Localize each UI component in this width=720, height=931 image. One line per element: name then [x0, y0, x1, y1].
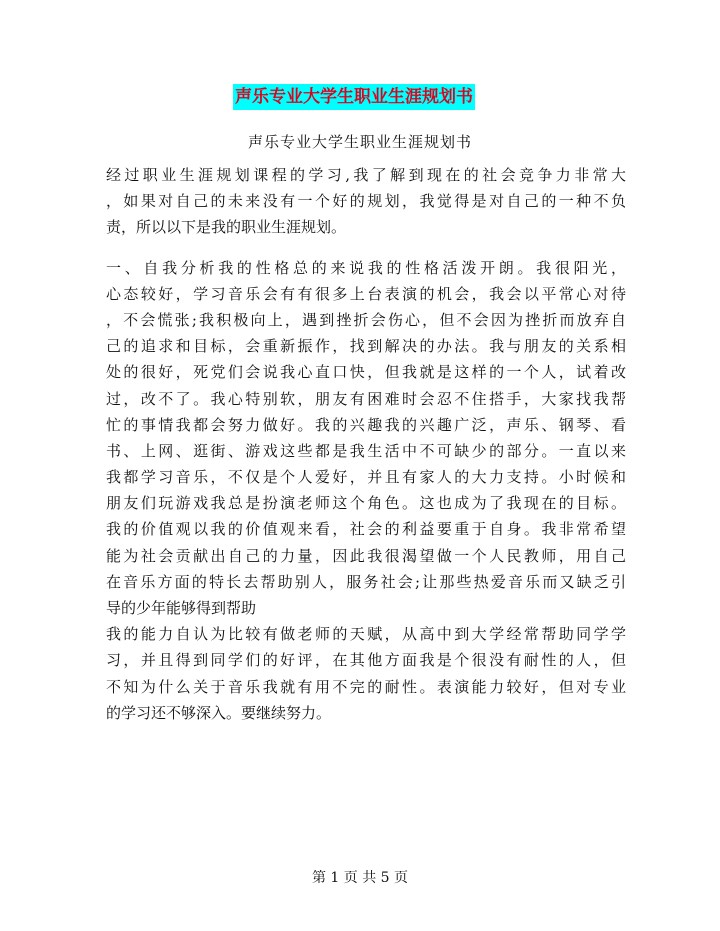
body-line: 不知为什么关于音乐我就有用不完的耐性。表演能力较好，但对专业: [106, 677, 626, 696]
paragraph-gap: [106, 241, 626, 255]
body-line: 在音乐方面的特长去帮助别人，服务社会;让那些热爱音乐而又缺乏引: [106, 572, 626, 591]
body-line: 心态较好，学习音乐会有有很多上台表演的机会，我会以平常心对待: [106, 284, 626, 303]
body-line: 处的很好，死党们会说我心直口快，但我就是这样的一个人，试着改: [106, 363, 626, 382]
body-line: ，不会慌张;我积极向上，遇到挫折会伤心，但不会因为挫折而放弃自: [106, 310, 626, 329]
body-line: ，如果对自己的未来没有一个好的规划，我觉得是对自己的一种不负: [106, 192, 626, 211]
body-line: 过，改不了。我心特别软，朋友有困难时会忍不住搭手，大家找我帮: [106, 389, 626, 408]
body-line: 能为社会贡献出自己的力量，因此我很渴望做一个人民教师，用自己: [106, 546, 626, 565]
body-line: 忙的事情我都会努力做好。我的兴趣我的兴趣广泛，声乐、钢琴、看: [106, 415, 626, 434]
body-line: 习，并且得到同学们的好评，在其他方面我是个很没有耐性的人，但: [106, 651, 626, 670]
body-text: [106, 162, 626, 726]
body-line: 己的追求和目标，会重新振作，找到解决的办法。我与朋友的关系相: [106, 337, 626, 356]
body-line: 我的价值观以我的价值观来看，社会的利益要重于自身。我非常希望: [106, 520, 626, 539]
body-line: 一、自我分析我的性格总的来说我的性格活泼开朗。我很阳光，: [106, 258, 626, 277]
document-title: 声乐专业大学生职业生涯规划书: [233, 84, 475, 110]
body-line: 书、上网、逛街、游戏这些都是我生活中不可缺少的部分。一直以来: [106, 441, 626, 460]
document-subtitle: 声乐专业大学生职业生涯规划书: [247, 133, 472, 151]
body-line: 责，所以以下是我的职业生涯规划。: [106, 218, 347, 237]
body-line: 我的能力自认为比较有做老师的天赋，从高中到大学经常帮助同学学: [106, 625, 626, 644]
body-line: 我都学习音乐，不仅是个人爱好，并且有家人的大力支持。小时候和: [106, 468, 626, 487]
page-footer: 第 1 页 共 5 页: [311, 870, 409, 886]
body-line: 导的少年能够得到帮助: [106, 599, 257, 617]
body-line: 经过职业生涯规划课程的学习,我了解到现在的社会竞争力非常大: [106, 166, 626, 184]
body-line: 朋友们玩游戏我总是扮演老师这个角色。这也成为了我现在的目标。: [106, 494, 626, 513]
body-line: 的学习还不够深入。要继续努力。: [106, 703, 332, 722]
